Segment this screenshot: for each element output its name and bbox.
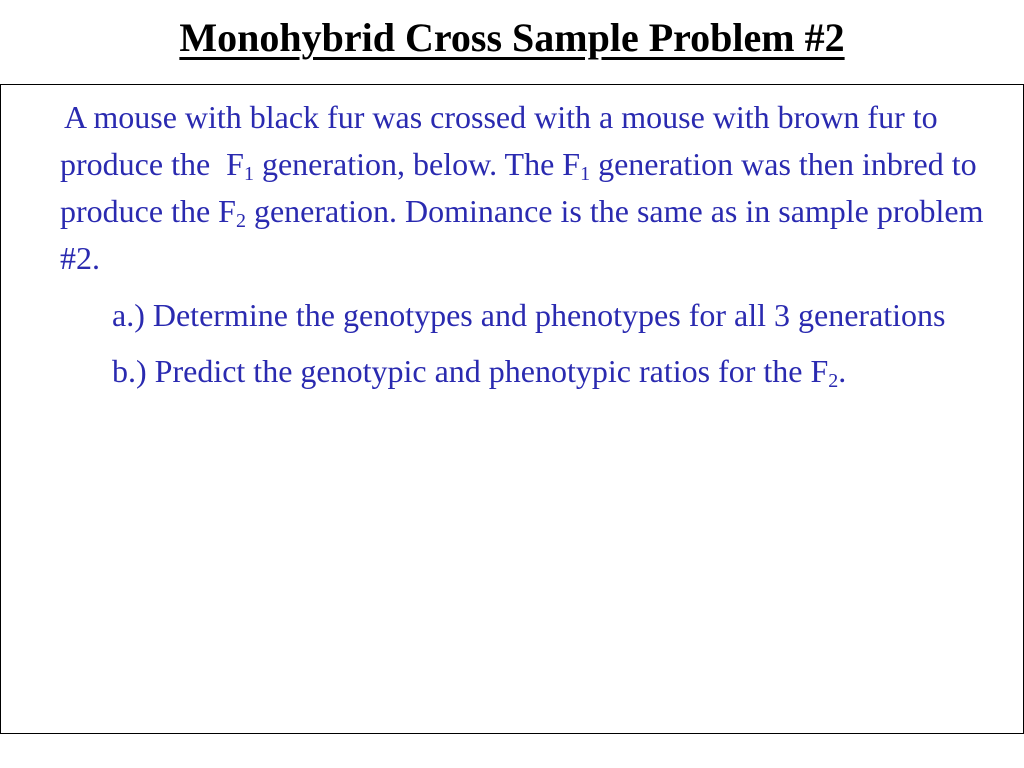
question-label: b.) — [112, 353, 147, 389]
subscript: 2 — [235, 210, 246, 232]
question-text: . — [838, 353, 847, 389]
slide-title: Monohybrid Cross Sample Problem #2 — [179, 15, 845, 60]
problem-statement — [60, 94, 990, 282]
statement-text: generation, below. The F — [253, 146, 581, 182]
subscript: 2 — [828, 370, 839, 392]
statement-text: generation was then inbred to produce the F — [60, 146, 985, 229]
question-item-a — [112, 292, 990, 339]
subscript: 1 — [580, 163, 591, 185]
subscript: 1 — [243, 163, 254, 185]
problem-body — [60, 94, 990, 404]
statement-text: generation. Dominance is the same as in sample problem #2. — [60, 193, 992, 276]
question-text: Determine the genotypes and phenotypes for all 3 generations — [152, 297, 946, 333]
question-list — [60, 292, 990, 395]
question-label: a.) — [112, 297, 145, 333]
question-text: Predict the genotypic and phenotypic ratios for the F — [154, 353, 829, 389]
statement-text: A mouse with black fur was crossed with a mouse with brown fur to produce the F — [60, 99, 946, 182]
question-item-b — [112, 348, 990, 395]
